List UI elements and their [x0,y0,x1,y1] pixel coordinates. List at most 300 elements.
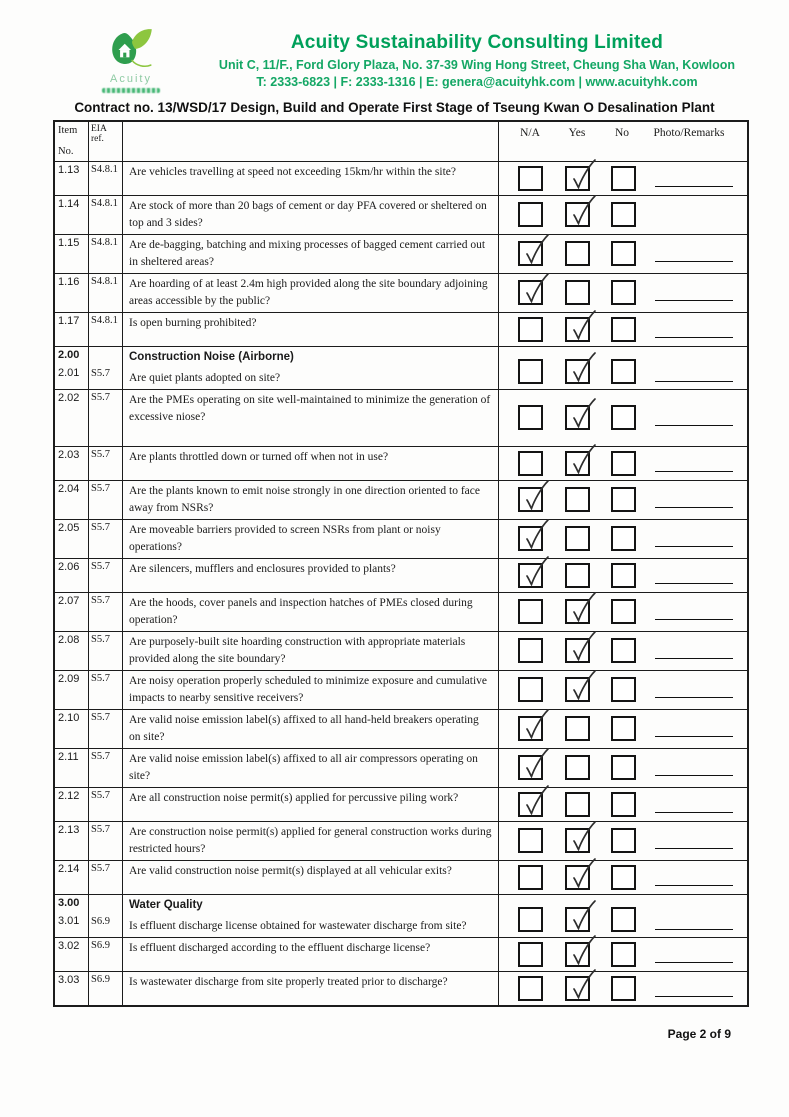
checkbox-na [518,792,543,817]
row-question-cell [123,447,499,480]
row-answers-cell [499,520,747,558]
checkbox-na [518,241,543,266]
check-mark-icon [568,630,598,664]
row-item-no-cell [55,274,89,312]
table-row [55,710,747,749]
eia-ref: S6.9 [91,974,110,985]
item-number: 1.13 [58,164,80,176]
row-answers-cell [499,447,747,480]
checkbox-yes [565,241,590,266]
checkbox-na [518,166,543,191]
remark-line [655,775,733,776]
row-item-no-cell [55,481,89,519]
row-eia-ref-cell [89,559,123,592]
checkbox-yes [565,405,590,430]
eia-ref: S5.7 [91,712,110,723]
row-eia-ref-cell [89,390,123,446]
row-answers-cell [499,390,747,446]
question-text: Is wastewater discharge from site properly treated prior to discharge? [129,976,448,988]
remark-line [655,300,733,301]
column-header-item-no [55,122,89,161]
row-question-cell [123,632,499,670]
row-item-no-cell [55,749,89,787]
row-answers-cell [499,861,747,894]
checkbox-yes [565,451,590,476]
table-row [55,632,747,671]
checkbox-na [518,487,543,512]
row-item-no-cell [55,347,89,389]
checklist-table [53,120,749,1007]
row-eia-ref-cell [89,347,123,389]
table-row [55,895,747,938]
checkbox-na [518,317,543,342]
check-mark-icon [521,747,551,781]
row-eia-ref-cell [89,938,123,971]
table-row [55,390,747,447]
row-eia-ref-cell [89,313,123,346]
table-row [55,520,747,559]
table-row [55,593,747,632]
checkbox-na [518,716,543,741]
remark-line [655,583,733,584]
checkbox-na [518,677,543,702]
checkbox-na [518,865,543,890]
checkbox-no [611,599,636,624]
check-mark-icon [521,233,551,267]
section-title: Construction Noise (Airborne) [129,351,294,363]
question-text: Are quiet plants adopted on site? [129,371,281,384]
checkbox-no [611,865,636,890]
check-mark-icon [568,351,598,385]
remark-line [655,736,733,737]
item-number: 1.14 [58,198,80,210]
item-number: 2.05 [58,522,80,534]
row-answers-cell [499,972,747,1005]
remark-line [655,885,733,886]
row-question-cell [123,235,499,273]
checkbox-yes [565,599,590,624]
row-item-no-cell [55,593,89,631]
check-mark-icon [568,194,598,228]
row-answers-cell [499,235,747,273]
remark-line [655,381,733,382]
checkbox-no [611,317,636,342]
eia-ref: S5.7 [91,863,110,874]
row-question-cell [123,861,499,894]
item-number: 2.08 [58,634,80,646]
table-row [55,447,747,481]
eia-ref: S5.7 [91,634,110,645]
contract-title: Contract no. 13/WSD/17 Design, Build and Operate First Stage of Tseung Kwan O Desalination Plant [74,100,715,115]
table-row [55,671,747,710]
table-row [55,559,747,593]
checkbox-na [518,451,543,476]
checkbox-yes [565,976,590,1001]
row-item-no-cell [55,559,89,592]
check-mark-icon [521,272,551,306]
eia-ref: S5.7 [91,392,110,403]
row-eia-ref-cell [89,671,123,709]
table-row [55,861,747,895]
check-mark-icon [568,857,598,891]
checkbox-na [518,638,543,663]
table-row [55,274,747,313]
check-mark-icon [521,518,551,552]
row-question-cell [123,481,499,519]
remark-line [655,697,733,698]
question-text: Are hoarding of at least 2.4m high provided along the site boundary adjoining areas accessible by the public? [129,278,488,307]
item-number: 1.16 [58,276,80,288]
check-mark-icon [568,158,598,192]
question-text: Are noisy operation properly scheduled to minimize exposure and cumulative impacts to nearby sensitive receivers? [129,675,487,704]
eia-ref: S4.8.1 [91,315,118,326]
checkbox-no [611,942,636,967]
row-answers-cell [499,593,747,631]
eia-ref: S5.7 [91,824,110,835]
company-name: Acuity Sustainability Consulting Limited [290,32,664,53]
remark-line [655,619,733,620]
company-logo [92,26,170,96]
item-number: 1.15 [58,237,80,249]
row-question-cell [123,938,499,971]
row-answers-cell [499,274,747,312]
row-eia-ref-cell [89,895,123,937]
row-eia-ref-cell [89,749,123,787]
check-mark-icon [521,784,551,818]
checkbox-na [518,563,543,588]
row-answers-cell [499,162,747,195]
checkbox-yes [565,563,590,588]
checkbox-no [611,241,636,266]
eia-ref: S6.9 [91,940,110,951]
check-mark-icon [568,309,598,343]
check-mark-icon [568,591,598,625]
item-number: 3.02 [58,940,80,952]
eia-ref: S5.7 [91,673,110,684]
eia-ref: S6.9 [91,916,110,927]
check-mark-icon [568,899,598,933]
row-item-no-cell [55,710,89,748]
row-item-no-cell [55,196,89,234]
leaf-house-logo-icon [105,26,157,72]
remark-line [655,929,733,930]
row-question-cell [123,390,499,446]
checkbox-yes [565,828,590,853]
row-item-no-cell [55,162,89,195]
section-number: 3.00 [58,897,80,909]
checkbox-na [518,359,543,384]
question-text: Are valid noise emission label(s) affixed to all air compressors operating on site? [129,753,478,782]
row-answers-cell [499,559,747,592]
checkbox-no [611,526,636,551]
check-mark-icon [568,443,598,477]
checkbox-yes [565,792,590,817]
checkbox-no [611,907,636,932]
checkbox-no [611,792,636,817]
logo-tagline [102,88,160,93]
row-answers-cell [499,822,747,860]
row-question-cell [123,972,499,1005]
column-header-answers [499,122,747,161]
row-question-cell [123,822,499,860]
row-question-cell [123,749,499,787]
table-header-row [55,122,747,162]
checkbox-yes [565,716,590,741]
remark-line [655,425,733,426]
checkbox-yes [565,677,590,702]
question-text: Are de-bagging, batching and mixing processes of bagged cement carried out in sheltered areas? [129,239,486,268]
row-answers-cell [499,895,747,937]
item-number: 2.12 [58,790,80,802]
checkbox-no [611,677,636,702]
item-header-line1: Item [58,125,78,136]
checkbox-yes [565,865,590,890]
check-mark-icon [568,669,598,703]
eia-ref: S5.7 [91,449,110,460]
row-question-cell [123,520,499,558]
question-text: Are plants throttled down or turned off when not in use? [129,451,389,463]
column-header-question [123,122,499,161]
remark-line [655,812,733,813]
checkbox-na [518,942,543,967]
question-text: Is open burning prohibited? [129,317,257,329]
row-item-no-cell [55,895,89,937]
row-answers-cell [499,196,747,234]
checkbox-no [611,202,636,227]
section-title: Water Quality [129,899,203,911]
row-answers-cell [499,632,747,670]
table-row [55,196,747,235]
row-eia-ref-cell [89,593,123,631]
item-number: 2.13 [58,824,80,836]
checkbox-no [611,359,636,384]
remark-line [655,546,733,547]
check-mark-icon [568,397,598,431]
row-item-no-cell [55,822,89,860]
table-row [55,162,747,196]
checkbox-na [518,202,543,227]
question-text: Are stock of more than 20 bags of cement or day PFA covered or sheltered on top and 3 sides? [129,200,487,229]
row-answers-cell [499,347,747,389]
question-text: Are the PMEs operating on site well-maintained to minimize the generation of excessive niose? [129,394,491,423]
checkbox-yes [565,280,590,305]
row-question-cell [123,788,499,821]
row-item-no-cell [55,972,89,1005]
row-question-cell [123,347,499,389]
table-row [55,347,747,390]
item-number: 2.04 [58,483,80,495]
remark-line [655,962,733,963]
row-question-cell [123,559,499,592]
table-row [55,235,747,274]
check-mark-icon [521,555,551,589]
checkbox-yes [565,487,590,512]
checkbox-na [518,907,543,932]
row-eia-ref-cell [89,235,123,273]
row-question-cell [123,162,499,195]
table-row [55,822,747,861]
row-question-cell [123,196,499,234]
checkbox-yes [565,166,590,191]
column-header-no: No [614,127,630,139]
checkbox-yes [565,755,590,780]
row-eia-ref-cell [89,632,123,670]
remark-line [655,186,733,187]
table-row [55,972,747,1005]
column-header-yes: Yes [568,127,586,139]
remark-line [655,337,733,338]
table-row [55,788,747,822]
check-mark-icon [568,934,598,968]
row-eia-ref-cell [89,481,123,519]
checkbox-no [611,716,636,741]
checkbox-no [611,828,636,853]
check-mark-icon [521,479,551,513]
row-item-no-cell [55,671,89,709]
checkbox-yes [565,359,590,384]
company-address: Unit C, 11/F., Ford Glory Plaza, No. 37-39 Wing Hong Street, Cheung Sha Wan, Kowloon [218,58,736,72]
row-eia-ref-cell [89,710,123,748]
column-header-na: N/A [520,127,540,139]
checkbox-no [611,638,636,663]
row-eia-ref-cell [89,162,123,195]
table-row [55,313,747,347]
row-item-no-cell [55,235,89,273]
eia-ref: S5.7 [91,368,110,379]
question-text: Are silencers, mufflers and enclosures provided to plants? [129,563,396,575]
table-row [55,938,747,972]
remark-line [655,848,733,849]
row-item-no-cell [55,390,89,446]
remark-line [655,658,733,659]
remark-line [655,996,733,997]
checkbox-na [518,755,543,780]
item-number: 3.01 [58,915,80,927]
table-body [55,162,747,1005]
logo-wordmark: Acuity [110,73,152,85]
row-answers-cell [499,481,747,519]
item-number: 3.03 [58,974,80,986]
checkbox-no [611,487,636,512]
table-row [55,481,747,520]
question-text: Is effluent discharge license obtained for wastewater discharge from site? [129,919,467,932]
column-header-remarks: Photo/Remarks [653,127,725,139]
checkbox-no [611,755,636,780]
eia-ref: S5.7 [91,483,110,494]
row-answers-cell [499,671,747,709]
row-question-cell [123,895,499,937]
row-eia-ref-cell [89,861,123,894]
row-eia-ref-cell [89,274,123,312]
company-contact: T: 2333-6823 | F: 2333-1316 | E: genera@acuityhk.com | www.acuityhk.com [256,75,698,89]
row-item-no-cell [55,520,89,558]
item-number: 2.01 [58,367,80,379]
item-number: 1.17 [58,315,80,327]
checkbox-no [611,563,636,588]
row-eia-ref-cell [89,788,123,821]
checkbox-na [518,280,543,305]
question-text: Are purposely-built site hoarding construction with appropriate materials provided along the site boundary? [129,636,466,665]
checkbox-na [518,976,543,1001]
row-answers-cell [499,749,747,787]
checkbox-na [518,828,543,853]
checkbox-yes [565,942,590,967]
checkbox-no [611,451,636,476]
column-header-eia-ref: EIA ref. [89,122,123,161]
row-answers-cell [499,788,747,821]
row-item-no-cell [55,788,89,821]
checkbox-na [518,405,543,430]
question-text: Are the plants known to emit noise strongly in one direction oriented to face away from NSRs? [129,485,480,514]
row-item-no-cell [55,861,89,894]
checkbox-no [611,405,636,430]
table-row [55,749,747,788]
check-mark-icon [568,820,598,854]
eia-ref: S5.7 [91,595,110,606]
question-text: Are construction noise permit(s) applied for general construction works during restricted hours? [129,826,492,855]
eia-ref: S4.8.1 [91,198,118,209]
question-text: Are moveable barriers provided to screen NSRs from plant or noisy operations? [129,524,441,553]
question-text: Are valid construction noise permit(s) displayed at all vehicular exits? [129,865,452,877]
row-eia-ref-cell [89,520,123,558]
question-text: Are vehicles travelling at speed not exceeding 15km/hr within the site? [129,166,457,178]
check-mark-icon [521,708,551,742]
question-text: Are valid noise emission label(s) affixed to all hand-held breakers operating on site? [129,714,479,743]
item-number: 2.06 [58,561,80,573]
checkbox-no [611,280,636,305]
row-answers-cell [499,710,747,748]
row-question-cell [123,274,499,312]
checkbox-na [518,526,543,551]
row-item-no-cell [55,938,89,971]
eia-ref: S5.7 [91,522,110,533]
checkbox-yes [565,526,590,551]
item-number: 2.10 [58,712,80,724]
eia-ref: S5.7 [91,790,110,801]
item-number: 2.02 [58,392,80,404]
letterhead [185,32,769,89]
remark-line [655,507,733,508]
question-text: Are all construction noise permit(s) applied for percussive piling work? [129,792,459,804]
check-mark-icon [568,968,598,1002]
eia-ref: S5.7 [91,561,110,572]
row-question-cell [123,671,499,709]
checkbox-yes [565,907,590,932]
checkbox-no [611,976,636,1001]
row-question-cell [123,313,499,346]
row-eia-ref-cell [89,196,123,234]
remark-line [655,261,733,262]
eia-ref: S4.8.1 [91,237,118,248]
row-item-no-cell [55,632,89,670]
row-eia-ref-cell [89,972,123,1005]
item-number: 2.09 [58,673,80,685]
row-eia-ref-cell [89,447,123,480]
eia-ref: S4.8.1 [91,276,118,287]
row-answers-cell [499,938,747,971]
checkbox-yes [565,638,590,663]
row-item-no-cell [55,447,89,480]
item-number: 2.14 [58,863,80,875]
checkbox-yes [565,317,590,342]
item-number: 2.11 [58,751,79,763]
remark-line [655,471,733,472]
checkbox-no [611,166,636,191]
eia-ref: S5.7 [91,751,110,762]
checkbox-yes [565,202,590,227]
question-text: Is effluent discharged according to the effluent discharge license? [129,942,431,954]
row-answers-cell [499,313,747,346]
